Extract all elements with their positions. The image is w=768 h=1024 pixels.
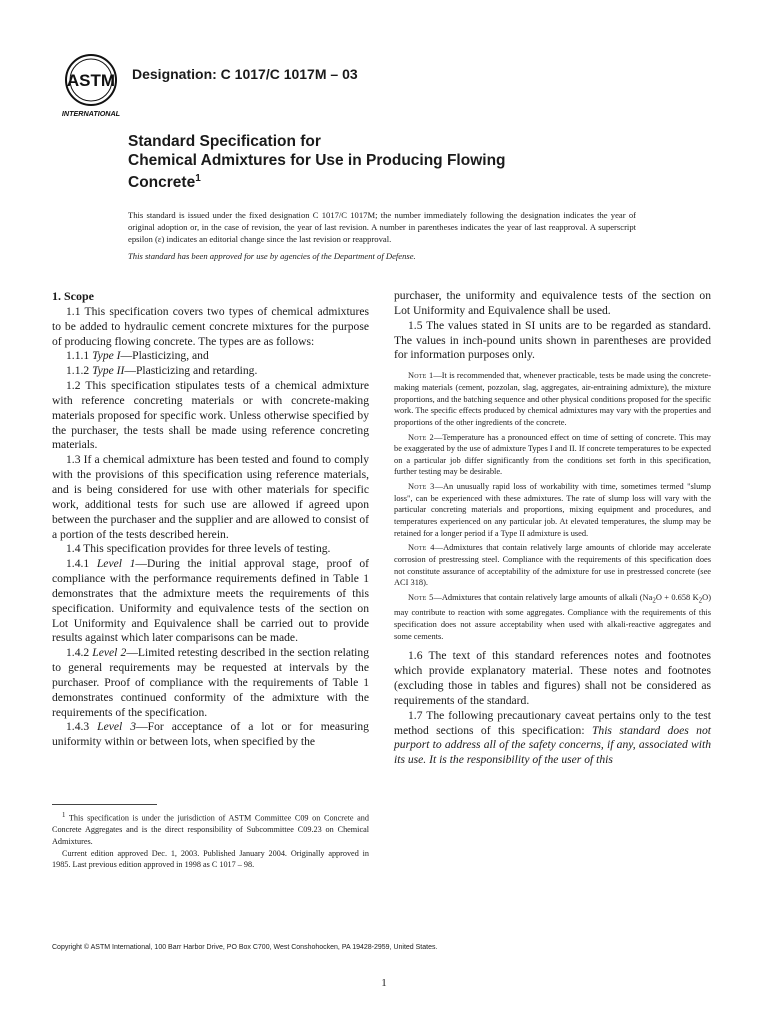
para-number: 1.4.1 <box>66 557 90 571</box>
para-text: —During the initial approval stage, proof of compliance with the performance requirements defined in Table 1 demonstrates that the admixture meets the requirements of this specification. Uniformity and equivalence tests of the section on Lot Uniformity and Equivalence shall be carried out to provide results against which later comparisons can be made. <box>52 557 369 645</box>
term-type-2: Type II <box>92 364 125 378</box>
para-1-5: 1.5 The values stated in SI units are to be regarded as standard. The values in inch-pound units shown in parentheses are provided for information purposes only. <box>394 318 711 362</box>
note-text: —Admixtures that contain relatively large amounts of chloride may accelerate corrosion of prestressing steel. Compliance with the requirements of this specification does not constitute assurance of acceptability of the admixture for use in prestressed concrete (see ACI 318). <box>394 543 711 588</box>
note-text: O) may contribute to reaction with some aggregates. Compliance with the requirements of this specification does not assure acceptability when used with alkali-reactive aggregates and some cements. <box>394 593 711 641</box>
para-1-4-3-continued: purchaser, the uniformity and equivalence tests of the section on Lot Uniformity and Equivalence shall be used. <box>394 289 711 317</box>
para-1-4-2 <box>52 646 369 720</box>
title-footnote-ref: 1 <box>195 173 201 184</box>
para-1-4: 1.4 This specification provides for three levels of testing. <box>66 542 331 556</box>
intro-paragraph: This standard is issued under the fixed designation C 1017/C 1017M; the number immediately following the designation indicates the year of original adoption or, in the case of revision, the year of last revision. A number in parentheses indicates the year of last reapproval. A superscript epsilon (ε) indicates an editorial change since the last revision or reapproval. <box>128 210 636 245</box>
note-text: —It is recommended that, whenever practicable, tests be made using the concrete-making materials (cement, pozzolan, slag, aggregates, air-entraining admixture), the mixture proportions, and the batching sequence and other physical conditions proposed for the specific work. The specific effects produced by chemical admixtures may vary with the properties and proportions of the other ingredients of the concrete. <box>394 371 711 427</box>
para-text: —Plasticizing and retarding. <box>124 364 258 378</box>
left-column <box>52 289 369 750</box>
dod-approval-note: This standard has been approved for use by agencies of the Department of Defense. <box>128 251 416 261</box>
title-line-3 <box>128 170 728 193</box>
para-1-2: 1.2 This specification stipulates tests of a chemical admixture with reference concreting materials or with concrete-making materials proposed for specific work. Unless otherwise specified by the purchaser, the tests shall be made using reference concreting materials. <box>52 379 369 452</box>
para-1-1-1 <box>52 349 369 364</box>
title-line-1: Standard Specification for <box>128 133 321 150</box>
note-3 <box>394 481 711 539</box>
copyright-line: Copyright © ASTM International, 100 Barr Harbor Drive, PO Box C700, West Conshohocken, PA 19428-2959, United States. <box>52 944 438 951</box>
note-label: Note 1 <box>408 371 434 381</box>
title-line-2: Chemical Admixtures for Use in Producing Flowing <box>128 151 506 169</box>
term-level-3: Level 3 <box>97 720 137 734</box>
para-1-1: 1.1 This specification covers two types of chemical admixtures to be added to hydraulic cement concrete mixtures for the purpose of producing flowing concrete. The types are as follows: <box>52 304 369 348</box>
term-type-1: Type I <box>92 349 121 363</box>
para-text: —For acceptance of a lot or for measuring uniformity within or between lots, when specified by the <box>52 720 369 749</box>
para-1-3: 1.3 If a chemical admixture has been tested and found to comply with the provisions of this specification using reference materials, and is being considered for use with other materials for specific work, additional tests for such use are allowed if agreed upon between the purchaser and the supplier and are allowed to consist of a portion of the tests described herein. <box>52 453 369 541</box>
right-column <box>394 289 711 768</box>
safety-caveat: This standard does not purport to address all of the safety concerns, if any, associated with its use. It is the responsibility of the user of this <box>394 723 711 767</box>
subscript: 2 <box>652 596 656 605</box>
para-text: —Limited retesting described in the section relating to general requirements may be requested at intervals by the purchaser. Proof of compliance with the requirements of Table 1 demonstrates continued conformity of the admixture with the requirements of the specification. <box>52 646 369 719</box>
svg-text:INTERNATIONAL: INTERNATIONAL <box>61 109 121 118</box>
para-1-6: 1.6 The text of this standard references notes and footnotes which provide explanatory material. These notes and footnotes (excluding those in tables and figures) shall not be considered as requirements of the standard. <box>394 649 711 707</box>
para-1-4-3 <box>52 720 369 750</box>
para-number: 1.4.3 <box>66 720 90 734</box>
para-1-1-2 <box>52 364 369 379</box>
para-text: —Plasticizing, and <box>120 349 209 363</box>
astm-logo <box>58 52 124 118</box>
designation: Designation: C 1017/C 1017M – 03 <box>132 66 358 82</box>
para-number: 1.1.2 <box>66 364 90 378</box>
para-number: 1.1.1 <box>66 349 90 363</box>
note-4 <box>394 542 711 589</box>
page-number: 1 <box>381 977 387 989</box>
svg-text:ASTM: ASTM <box>66 71 116 90</box>
note-label: Note 2 <box>408 432 434 442</box>
footnote-text: This specification is under the jurisdiction of ASTM Committee C09 on Concrete and Concrete Aggregates and is the direct responsibility of Subcommittee C09.23 on Chemical Admixtures. <box>52 813 369 846</box>
footnote-marker: 1 <box>62 812 66 819</box>
note-2 <box>394 432 711 479</box>
note-label: Note 5 <box>408 593 434 603</box>
para-number: 1.4.2 <box>66 646 90 660</box>
para-1-7 <box>394 709 711 768</box>
subscript: 2 <box>698 596 703 605</box>
footnote-edition: Current edition approved Dec. 1, 2003. Published January 2004. Originally approved in 1985. Last previous edition approved in 1998 as C 1017 – 98. <box>52 848 369 870</box>
note-text: O + 0.658 K <box>655 593 699 603</box>
note-text: —Temperature has a pronounced effect on time of setting of concrete. This may be exaggerated by the use of admixture Types I and II. If concrete temperatures to be expected on a particular job differ significantly from the conditions set forth in this specification, further testing may be desirable. <box>394 432 711 477</box>
document-title <box>128 133 728 193</box>
note-label: Note 3 <box>408 482 435 492</box>
note-text: —Admixtures that contain relatively large amounts of alkali (Na <box>433 593 653 603</box>
footnote-1 <box>52 810 369 848</box>
para-text: 1.7 The following precautionary caveat pertains only to the test method sections of this specification: <box>394 708 711 737</box>
note-5 <box>394 592 711 642</box>
section-heading-scope: 1. Scope <box>52 289 94 303</box>
term-level-2: Level 2 <box>92 646 127 660</box>
note-label: Note 4 <box>408 543 435 553</box>
note-1 <box>394 370 711 428</box>
term-level-1: Level 1 <box>96 557 136 571</box>
footnote <box>52 810 369 871</box>
note-text: —An unusually rapid loss of workability with time, sometimes termed "slump loss", can be experienced with these admixtures. The rate of slump loss will vary with the particular concreting materials and proportions, mixing equipment and procedures, and temperatures experienced on any particular job. At elevated temperatures, the slump may be retained for a longer period if a Type II admixture is used. <box>394 482 711 538</box>
para-1-4-1 <box>52 557 369 646</box>
title-text-3: Concrete <box>128 174 196 192</box>
footnote-rule <box>52 804 157 805</box>
